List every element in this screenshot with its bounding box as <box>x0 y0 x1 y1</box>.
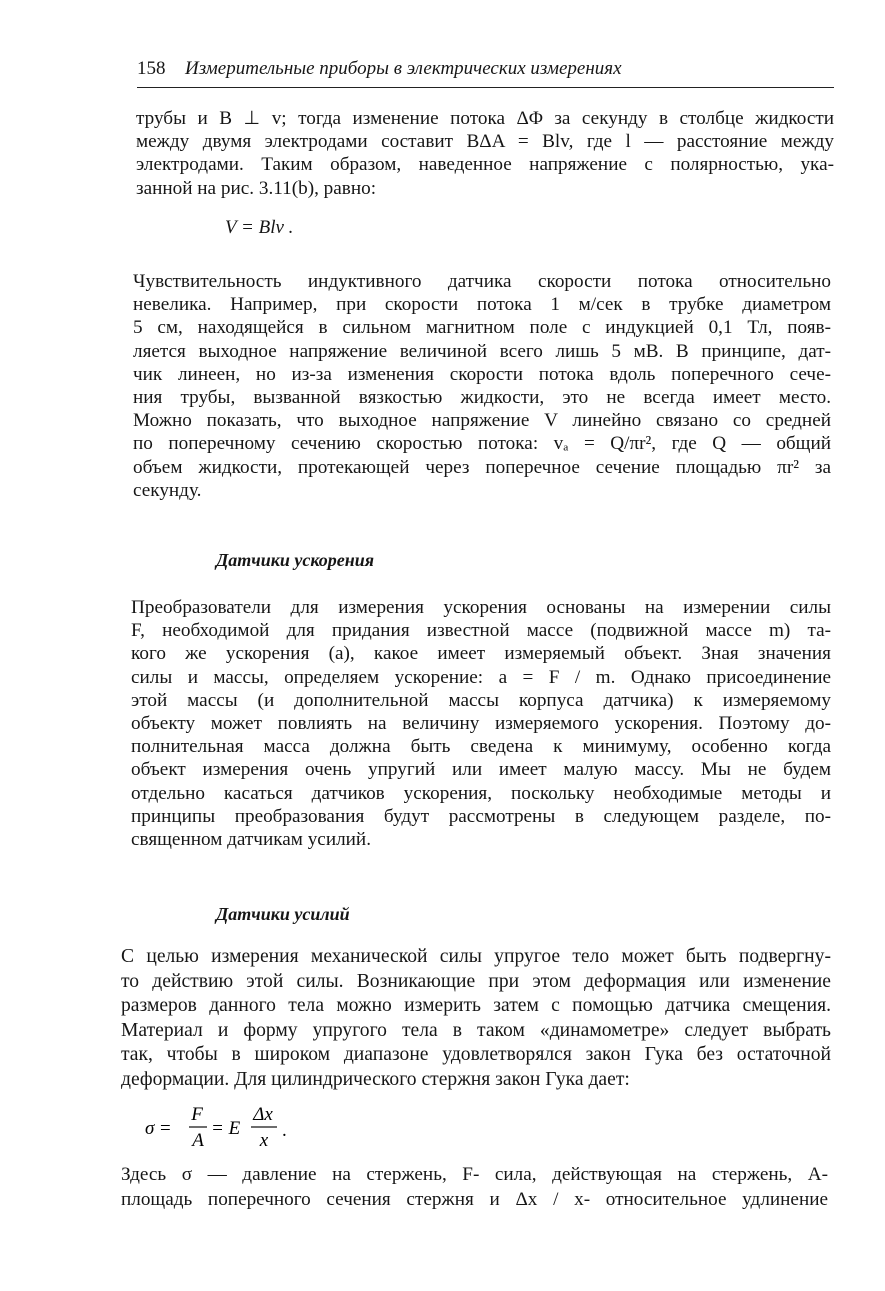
page-header <box>137 58 837 88</box>
text-line: деформации. Для цилиндрического стержня закон Гука дает: <box>121 1068 630 1090</box>
text-line: по поперечному сечению скоростью потока: vₐ = Q/πr², где Q — общий <box>133 433 831 455</box>
text-line: этой массы (и дополнительной массы корпуса датчика) к измеряемому <box>131 689 831 711</box>
section-heading-acceleration-sensors: Датчики ускорения <box>216 550 375 570</box>
eq-numerator-dx: Δx <box>253 1104 273 1125</box>
text-line: невелика. Например, при скорости потока 1 м/сек в трубке диаметром <box>133 294 831 316</box>
header-rule <box>137 87 834 88</box>
text-line: объекту может повлиять на величину измеряемого ускорения. Поэтому до- <box>131 712 831 734</box>
eq-numerator-f: F <box>191 1104 203 1125</box>
eq-period: . <box>282 1120 287 1141</box>
text-line: священном датчикам усилий. <box>131 828 372 850</box>
text-line: Можно показать, что выходное напряжение V линейно связано со средней <box>133 410 831 432</box>
text-line: Здесь σ — давление на стержень, F- сила, действующая на стержень, A- <box>121 1164 828 1185</box>
equation-induced-voltage: V = Blv . <box>225 217 294 238</box>
text-line: объем жидкости, протекающей через поперечное сечение площадью πr² за <box>133 456 831 478</box>
text-line: принципы преобразования будут рассмотрены в следующем разделе, по- <box>131 805 831 827</box>
text-line: трубы и B ⊥ v; тогда изменение потока ΔΦ за секунду в столбце жидкости <box>136 108 834 129</box>
text-line: кого же ускорения (a), какое имеет измеряемый объект. Зная значения <box>131 643 831 665</box>
paragraph-explanation <box>121 1162 828 1212</box>
text-line: объект измерения очень упругий или имеет малую массу. Мы не будем <box>131 759 831 781</box>
text-line: занной на рис. 3.11(b), равно: <box>136 177 377 199</box>
eq-sigma: σ <box>145 1118 155 1139</box>
paragraph-acceleration <box>131 596 831 851</box>
text-line: ния трубы, вызванной вязкостью жидкости, это не всегда имеет место. <box>133 386 831 408</box>
text-line: чик линеен, но из-за изменения скорости потока вдоль поперечного сече- <box>133 363 831 385</box>
text-line: 5 см, находящейся в сильном магнитном поле с индукцией 0,1 Тл, появ- <box>133 317 831 339</box>
eq-modulus: = E <box>211 1118 241 1139</box>
section-heading-force-sensors: Датчики усилий <box>216 904 350 924</box>
text-line: то действию этой силы. Возникающие при этом деформация или изменение <box>121 970 831 992</box>
eq-denominator-a: A <box>192 1130 204 1151</box>
text-line: F, необходимой для придания известной массе (подвижной массе m) та- <box>131 620 831 642</box>
text-line: размеров данного тела можно измерить затем с помощью датчика смещения. <box>121 995 831 1016</box>
text-line: Преобразователи для измерения ускорения основаны на измерении силы <box>131 597 831 618</box>
text-line: так, чтобы в широком диапазоне удовлетворялся закон Гука без остаточной <box>121 1044 831 1065</box>
equation-hooke-law <box>145 1102 305 1152</box>
text-line: Материал и форму упругого тела в таком «динамометре» следует выбрать <box>121 1019 831 1041</box>
text-line: полнительная масса должна быть сведена к минимуму, особенно когда <box>131 736 831 758</box>
text-line: отдельно касаться датчиков ускорения, поскольку необходимые методы и <box>131 782 831 804</box>
eq-equals: = <box>160 1118 171 1139</box>
text-line: площадь поперечного сечения стержня и Δx / x- относительное удлинение <box>121 1189 828 1210</box>
text-line: Чувствительность индуктивного датчика скорости потока относительно <box>133 271 831 292</box>
eq-denominator-x: x <box>259 1130 269 1151</box>
text-line: между двумя электродами составит BΔA = Blv, где l — расстояние между <box>136 131 834 153</box>
text-line: С целью измерения механической силы упругое тело может быть подвергну- <box>121 946 831 967</box>
text-line: электродами. Таким образом, наведенное напряжение с полярностью, ука- <box>136 154 834 176</box>
running-title: Измерительные приборы в электрических измерениях <box>185 58 622 79</box>
text-line: секунду. <box>133 479 202 501</box>
paragraph-force <box>121 945 831 1092</box>
paragraph-flow-continuation <box>136 107 834 200</box>
text-line: силы и массы, определяем ускорение: a = F / m. Однако присоединение <box>131 666 831 688</box>
page-number: 158 <box>137 58 166 79</box>
text-line: ляется выходное напряжение величиной всего лишь 5 мВ. В принципе, дат- <box>133 340 831 362</box>
paragraph-sensitivity <box>133 270 831 502</box>
